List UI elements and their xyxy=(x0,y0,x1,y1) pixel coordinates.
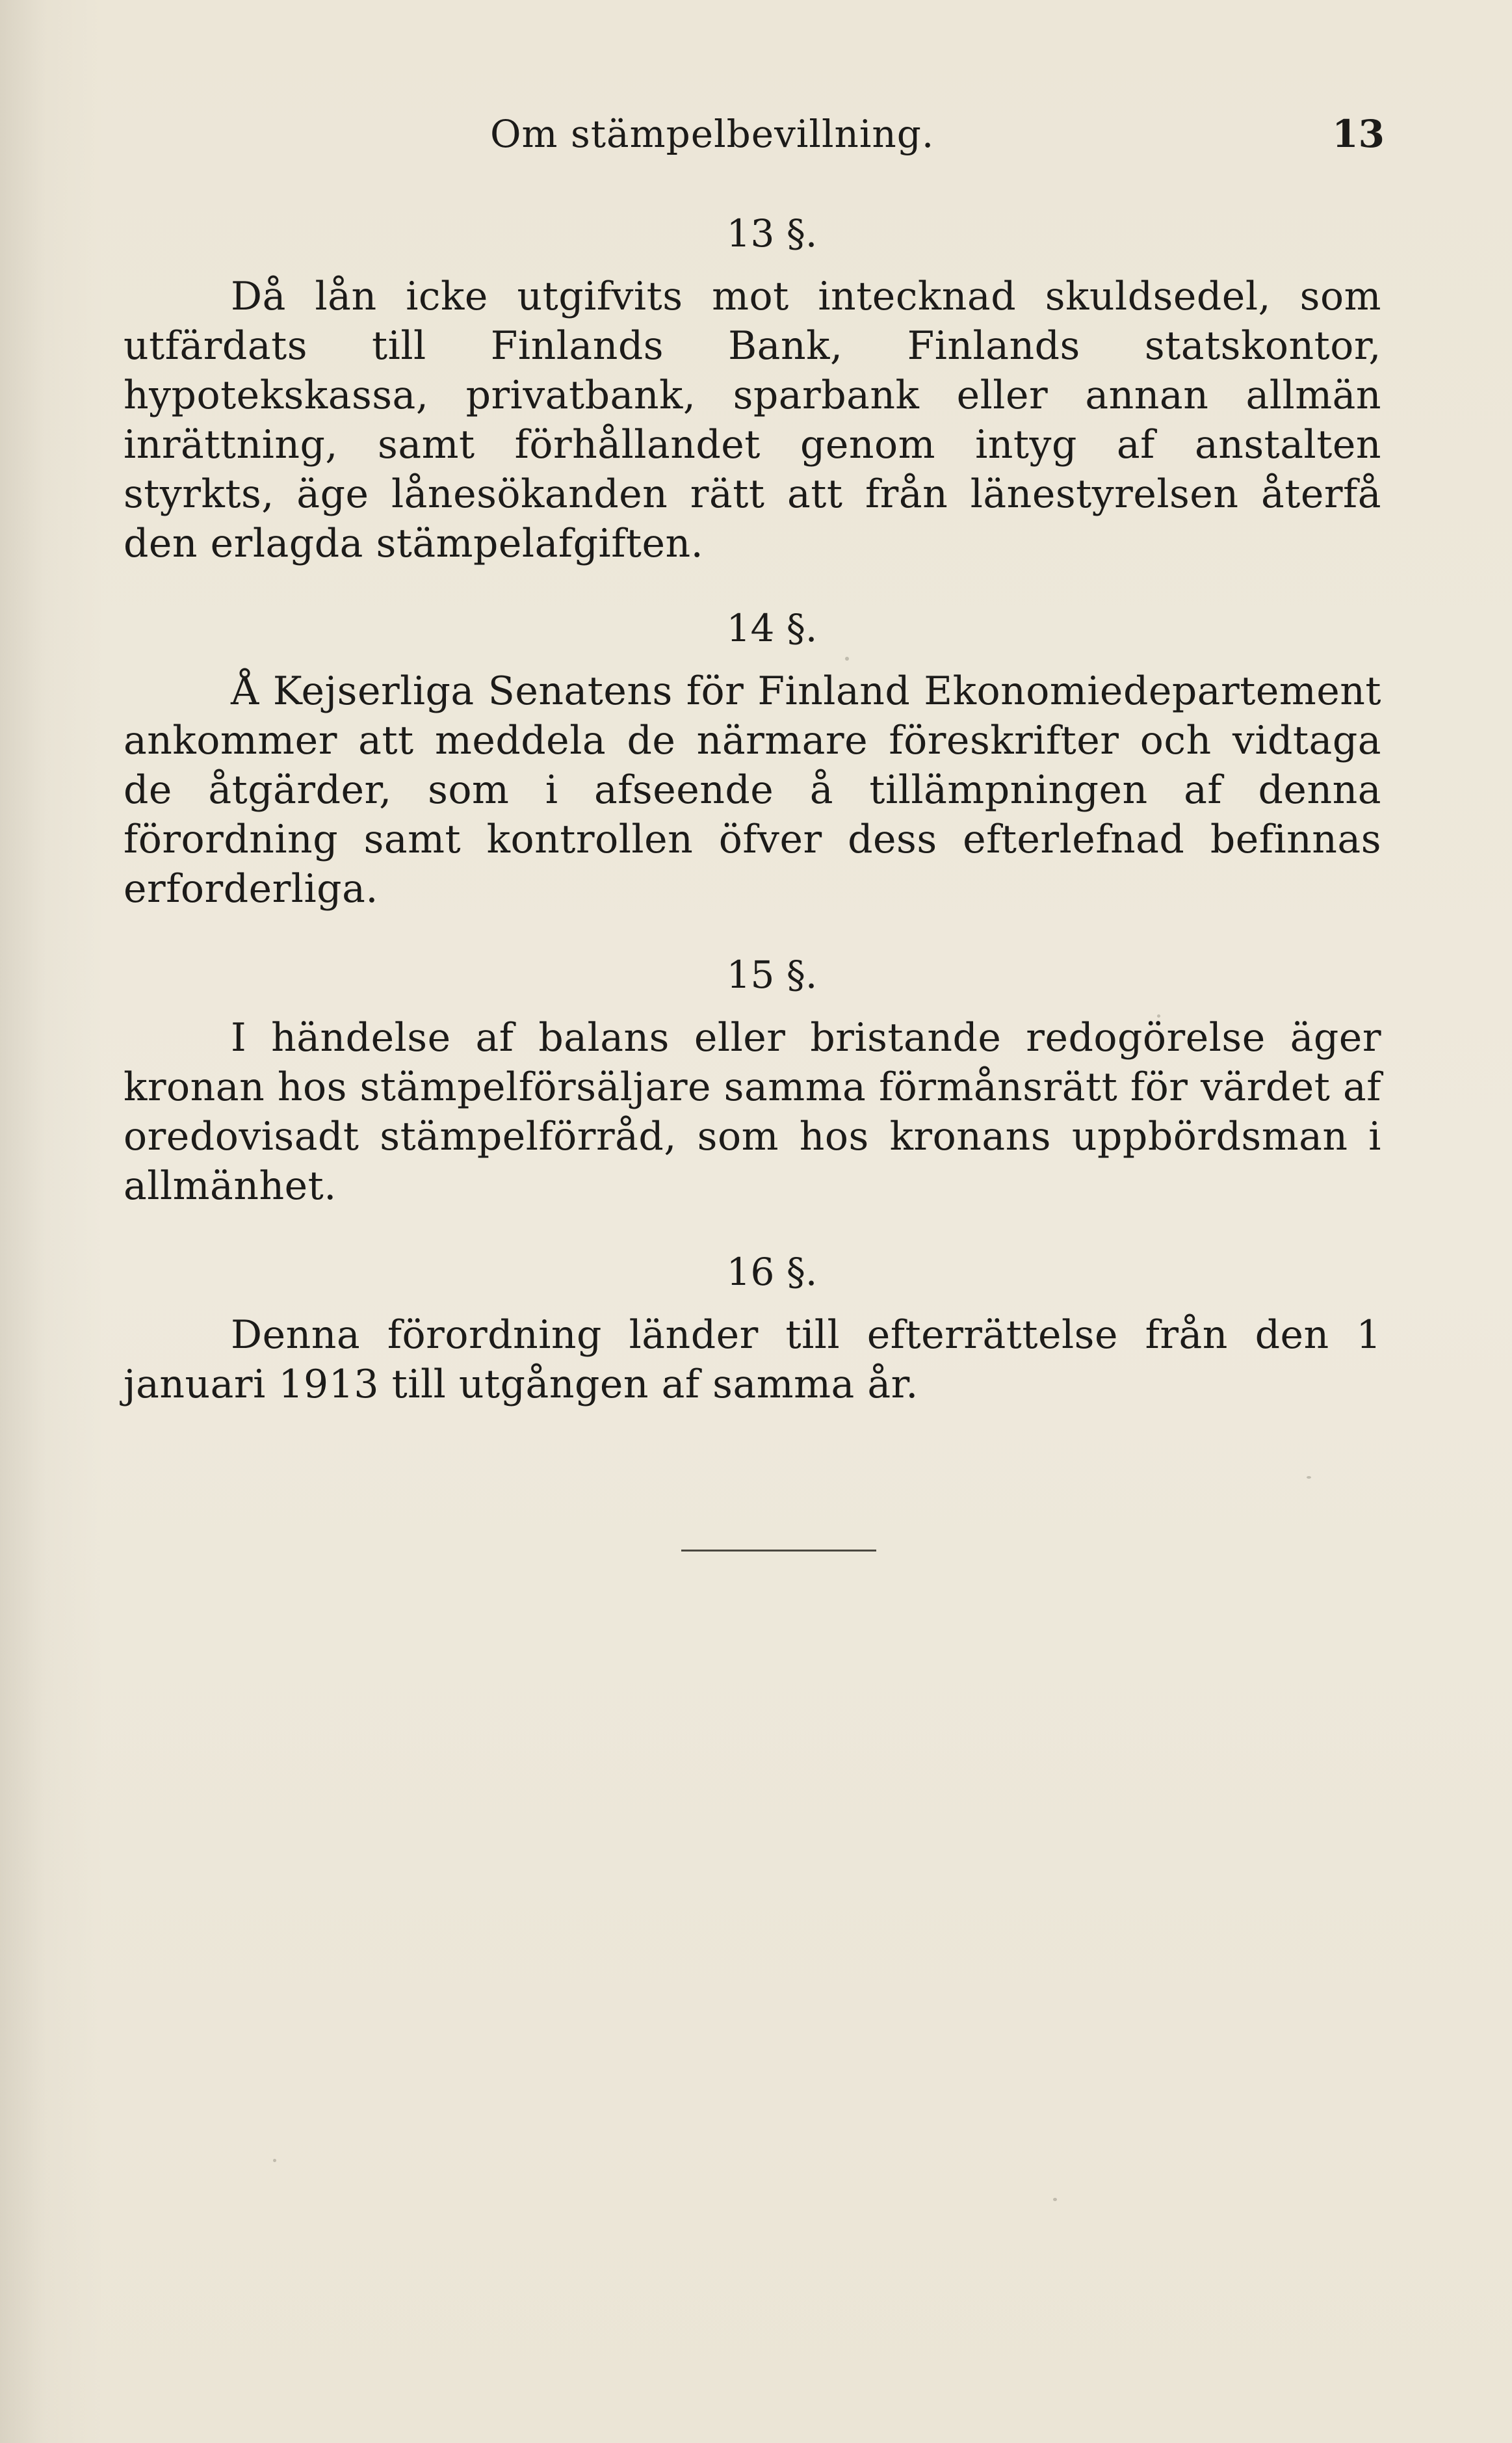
paper-speck xyxy=(273,2159,276,2162)
section-16 xyxy=(124,1245,1381,1409)
section-heading: 14 §. xyxy=(726,606,818,650)
paper-speck xyxy=(1053,2198,1057,2201)
section-15 xyxy=(124,948,1381,1211)
section-heading: 16 §. xyxy=(726,1250,818,1294)
running-title: Om stämpelbevillning. xyxy=(490,112,935,156)
section-paragraph: Å Kejserliga Senatens för Finland Ekonomiedepartement ankommer att meddela de närmare föreskrifter och vidtaga de åtgärder, som i afseende å tillämpningen af denna förordning samt kontrollen öfver dess efterlefnad befinnas erforderliga. xyxy=(124,668,1381,912)
section-13 xyxy=(124,207,1381,568)
section-heading: 13 §. xyxy=(726,211,818,256)
page-number: 13 xyxy=(1332,112,1385,156)
end-rule xyxy=(681,1550,876,1552)
section-paragraph: Då lån icke utgifvits mot intecknad skuldsedel, som utfärdats till Finlands Bank, Finlands statskontor, hypotekskassa, privatbank, sparbank eller annan allmän inrättning, samt förhållandet genom intyg af anstalten styrkts, äge lånesökanden rätt att från länestyrelsen återfå den erlagda stämpelafgiften. xyxy=(124,274,1381,566)
section-paragraph: I händelse af balans eller bristande redogörelse äger kronan hos stämpelförsäljare samma förmånsrätt för värdet af oredovisadt stämpelförråd, som hos kronans uppbördsman i allmänhet. xyxy=(124,1015,1381,1209)
page-header xyxy=(124,112,1385,164)
section-paragraph: Denna förordning länder till efterrättelse från den 1 januari 1913 till utgången af samma år. xyxy=(124,1312,1381,1407)
paper-speck xyxy=(845,657,849,661)
paper-speck xyxy=(1157,1014,1160,1018)
section-14 xyxy=(124,601,1381,914)
paper-speck xyxy=(1307,1476,1311,1479)
section-heading: 15 §. xyxy=(726,953,818,997)
